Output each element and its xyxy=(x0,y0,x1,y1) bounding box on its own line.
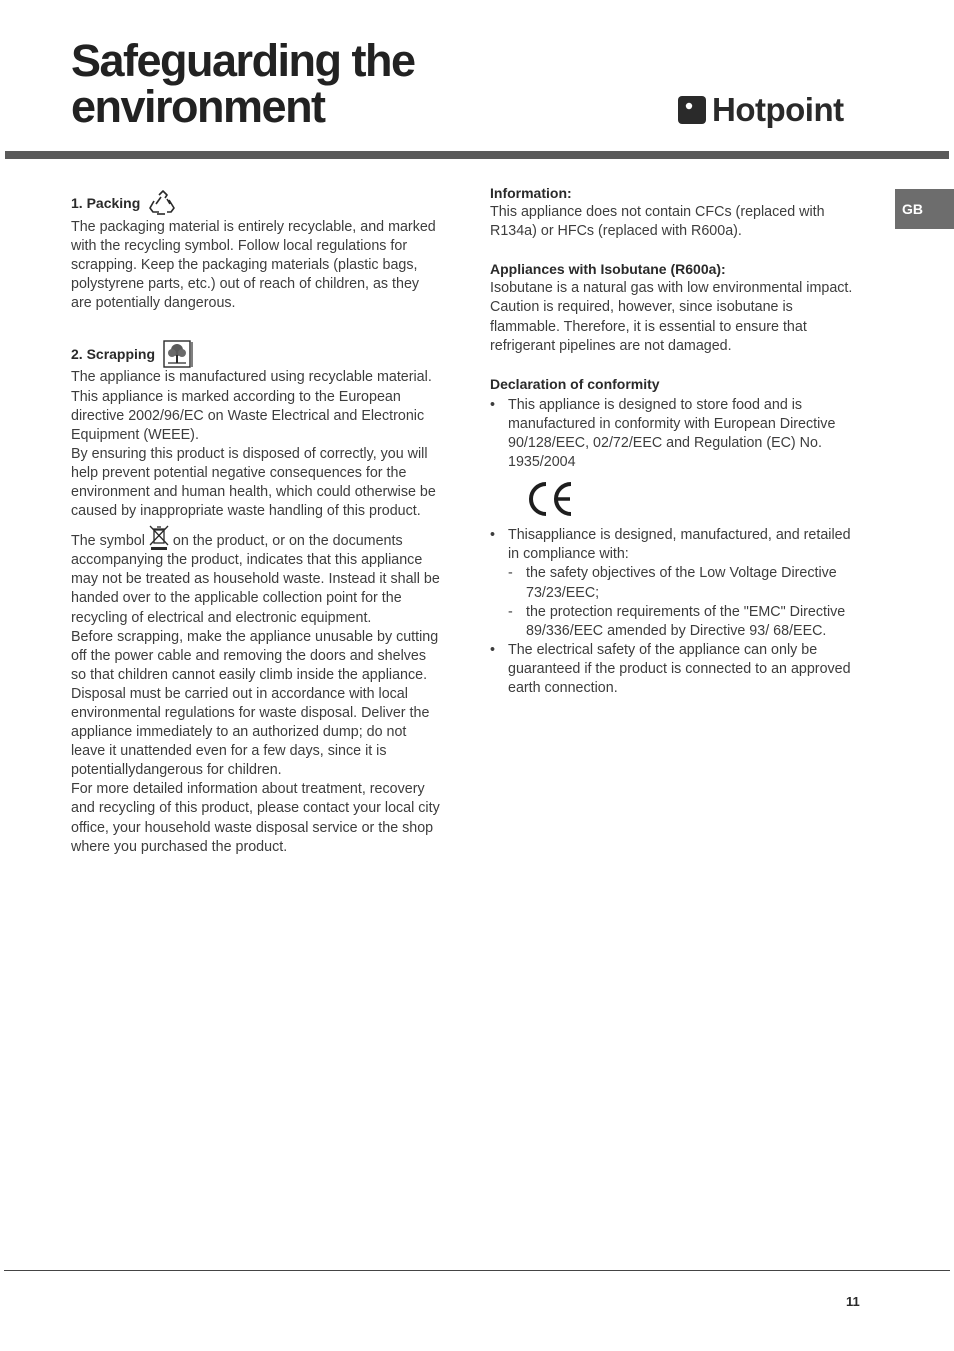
scrapping-para-2: By ensuring this product is disposed of correctly, you will help prevent potential negative consequences for the environment and human health, which could otherwise be caused by inappropriate waste handling of this product. xyxy=(71,445,436,520)
information-text: This appliance does not contain CFCs (replaced with R134a) or HFCs (replaced with R600a). xyxy=(490,204,825,240)
weee-symbol-text-mid: on the product, or on the documents xyxy=(172,533,403,550)
recycling-icon xyxy=(148,190,178,218)
conformity-bullet-2-text: Thisappliance is designed, manufactured, and retailed in compliance with: xyxy=(508,527,851,563)
tree-disposal-icon xyxy=(163,340,193,368)
language-tab xyxy=(895,189,954,229)
packing-text: The packaging material is entirely recyclable, and marked with the recycling symbol. Follow local regulations for scrapping. Keep the packaging materials (plastic bags, polystyrene parts, etc.) out of reach of children, as they are potentially dangerous. xyxy=(71,219,436,312)
conformity-bullet-3 xyxy=(490,641,864,698)
conformity-list xyxy=(490,396,864,698)
page-title xyxy=(71,35,491,132)
conformity-dash-1: - the safety objectives of the Low Voltage Directive 73/23/EEC; xyxy=(508,564,864,602)
page-title-line-2: environment xyxy=(71,81,325,132)
footer-divider xyxy=(4,1270,950,1271)
packing-heading-text: 1. Packing xyxy=(71,195,141,212)
conformity-bullet-1 xyxy=(490,396,864,520)
crossed-bin-icon xyxy=(149,525,169,551)
language-tab-label: GB xyxy=(902,201,923,217)
left-column xyxy=(71,190,441,857)
scrapping-para-6: For more detailed information about treatment, recovery and recycling of this product, please contact your local city office, your household waste disposal service or the shop where you purchased the product. xyxy=(71,781,440,855)
conformity-sublist xyxy=(508,564,864,640)
conformity-bullet-2 xyxy=(490,526,864,641)
brand-name: Hotpoint xyxy=(712,91,844,128)
hotpoint-logo xyxy=(678,90,844,130)
conformity-bullet-3-text: The electrical safety of the appliance can only be guaranteed if the product is connected to an approved earth connection. xyxy=(508,641,851,696)
page-number: 11 xyxy=(846,1294,860,1309)
ce-mark-icon xyxy=(526,480,864,520)
header-divider xyxy=(5,151,949,159)
isobutane-text: Isobutane is a natural gas with low environmental impact. Caution is required, however, since isobutane is flammable. Therefore, it is essential to ensure that refrigerant pipelines are not damaged. xyxy=(490,280,853,354)
scrapping-para-4: Before scrapping, make the appliance unusable by cutting off the power cable and removing the doors and shelves so that children cannot easily climb inside the appliance. xyxy=(71,628,439,683)
scrapping-heading-text: 2. Scrapping xyxy=(71,345,156,362)
packing-heading xyxy=(71,190,441,218)
information-heading: Information: xyxy=(490,185,572,201)
hotpoint-logo-mark-icon xyxy=(678,96,706,124)
conformity-heading: Declaration of conformity xyxy=(490,375,660,392)
scrapping-para-3: accompanying the product, indicates that this appliance may not be treated as household waste. Instead it shall be handed over to the applicable collection point for the recycling of electrical and electronic equipment. xyxy=(71,552,440,626)
scrapping-heading xyxy=(71,340,441,368)
page-title-line-1: Safeguarding the xyxy=(71,35,415,86)
conformity-bullet-1-text: This appliance is designed to store food and is manufactured in conformity with European Directive 90/128/EEC, 02/72/EEC and Regulation (EC) No. 1935/2004 xyxy=(508,396,836,471)
right-column xyxy=(490,184,864,698)
scrapping-para-1: The appliance is manufactured using recyclable material. This appliance is marked according to the European directive 2002/96/EC on Waste Electrical and Electronic Equipment (WEEE). xyxy=(71,369,432,443)
conformity-dash-2: - the protection requirements of the "EMC" Directive 89/336/EEC amended by Directive 93/ 68/EEC. xyxy=(508,603,864,641)
weee-symbol-text-start: The symbol xyxy=(71,533,145,550)
weee-symbol-line xyxy=(71,525,441,551)
isobutane-heading: Appliances with Isobutane (R600a): xyxy=(490,261,726,278)
scrapping-para-5: Disposal must be carried out in accordance with local environmental regulations for waste disposal. Deliver the appliance immediately to an authorized dump; do not leave it unattended even for a few days, since it is potentiallydangerous for children. xyxy=(71,685,430,779)
